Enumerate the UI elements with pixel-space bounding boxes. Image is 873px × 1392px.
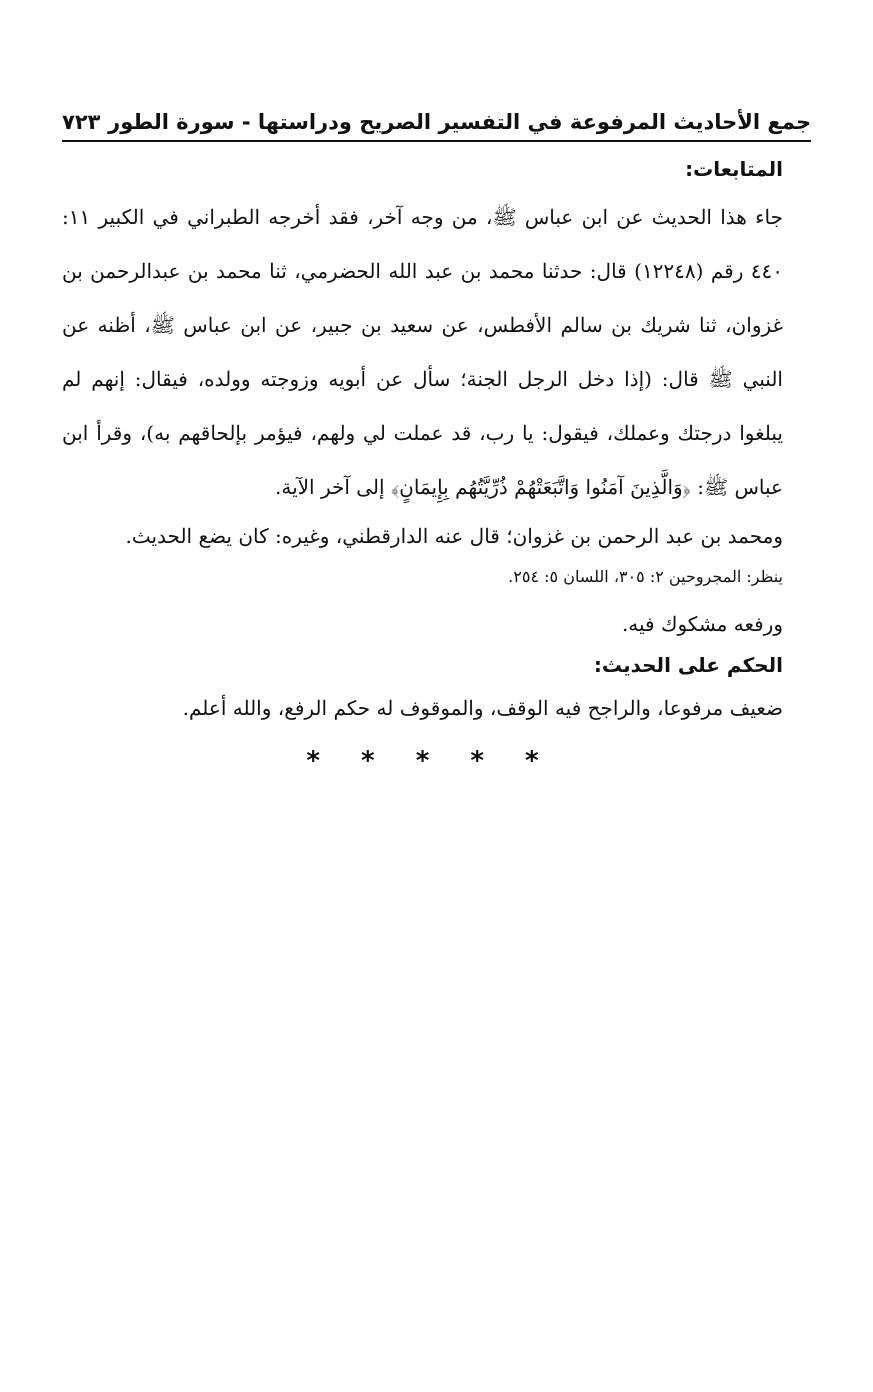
reference-note: ينظر: المجروحين ٢: ٣٠٥، اللسان ٥: ٢٥٤. [508,567,783,586]
page-header [62,96,811,142]
raf-paragraph: ورفعه مشكوك فيه. [621,612,783,636]
page-number: ٧٢٣ [62,110,101,134]
section-separator: * * * * * [306,746,555,776]
mutabaat-heading: المتابعات: [685,157,783,181]
hukm-paragraph: ضعيف مرفوعا، والراجح فيه الوقف، والموقوف له حكم الرفع، والله أعلم. [182,696,783,720]
mutabaat-paragraph: جاء هذا الحديث عن ابن عباس ﷺ، من وجه آخر، فقد أخرجه الطبراني في الكبير ١١: ٤٤٠ رقم (١٢٢٤٨) قال: حدثنا محمد بن عبد الله الحضرمي، ثنا محمد بن عبدالرحمن بن غزوان، ثنا شريك بن سالم الأفطس، عن سعيد بن جبير، عن ابن عباس ﷺ، أظنه عن النبي ﷺ قال: (إذا دخل الرجل الجنة؛ سأل عن أبويه وزوجته وولده، فيقال: إنهم لم يبلغوا درجتك وعملك، فيقول: يا رب، قد عملت لي ولهم، فيؤمر بإلحاقهم به)، وقرأ ابن عباس ﷺ: ﴿وَالَّذِينَ آمَنُوا وَاتَّبَعَتْهُمْ ذُرِّيَّتُهُم بِإِيمَانٍ﴾ إلى آخر الآية. [62,205,783,499]
running-title: جمع الأحاديث المرفوعة في التفسير الصريح ودراستها - سورة الطور [108,110,811,134]
page-body [62,150,783,776]
hukm-heading: الحكم على الحديث: [593,653,783,677]
narrator-paragraph: ومحمد بن عبد الرحمن بن غزوان؛ قال عنه الدارقطني، وغيره: كان يضع الحديث. [125,524,783,548]
